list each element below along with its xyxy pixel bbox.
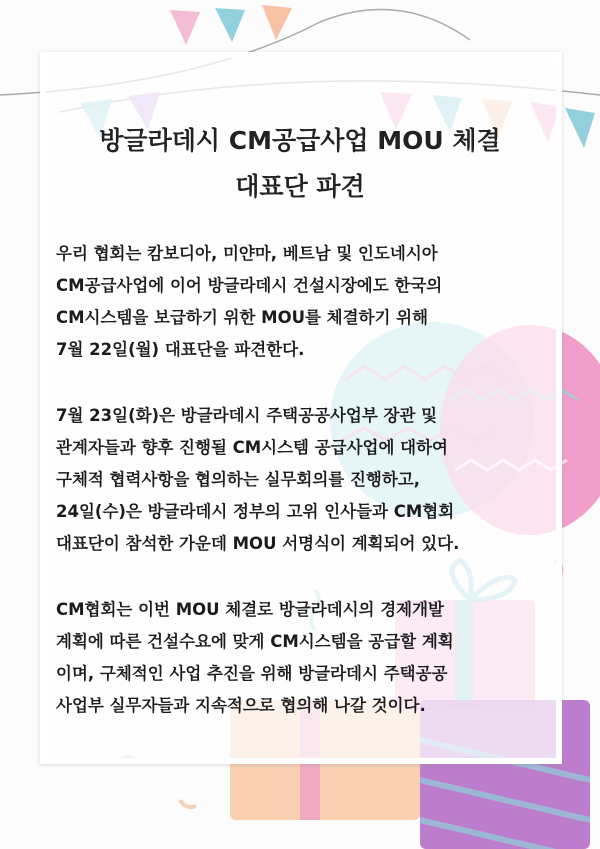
text-line: CM시스템을 보급하기 위한 MOU를 체결하기 위해: [56, 308, 429, 327]
paragraph-1: [56, 238, 556, 366]
title-line-2: 대표단 파견: [235, 172, 365, 201]
text-line: 7월 23일(화)은 방글라데시 주택공공사업부 장관 및: [56, 406, 438, 425]
text-line: CM공급사업에 이어 방글라데시 건설시장에도 한국의: [56, 276, 443, 295]
text-line: 우리 협회는 캄보디아, 미얀마, 베트남 및 인도네시아: [56, 244, 438, 263]
page-title: [0, 118, 600, 210]
title-line-1: 방글라데시 CM공급사업 MOU 체결: [99, 126, 501, 155]
text-line: 사업부 실무자들과 지속적으로 협의해 나갈 것이다.: [56, 696, 426, 715]
text-line: 계획에 따른 건설수요에 맞게 CM시스템을 공급할 계획: [56, 632, 454, 651]
text-line: 관계자들과 향후 진행될 CM시스템 공급사업에 대하여: [56, 438, 448, 457]
text-line: CM협회는 이번 MOU 체결로 방글라데시의 경제개발: [56, 600, 444, 619]
text-line: 이며, 구체적인 사업 추진을 위해 방글라데시 주택공공: [56, 664, 448, 683]
article-body: [56, 238, 556, 722]
text-line: 구체적 협력사항을 협의하는 실무회의를 진행하고,: [56, 470, 420, 489]
paragraph-2: [56, 400, 556, 560]
text-line: 24일(수)은 방글라데시 정부의 고위 인사들과 CM협회: [56, 502, 455, 521]
text-line: 7월 22일(월) 대표단을 파견한다.: [56, 340, 305, 359]
paragraph-3: [56, 594, 556, 722]
text-line: 대표단이 참석한 가운데 MOU 서명식이 계획되어 있다.: [56, 534, 460, 553]
